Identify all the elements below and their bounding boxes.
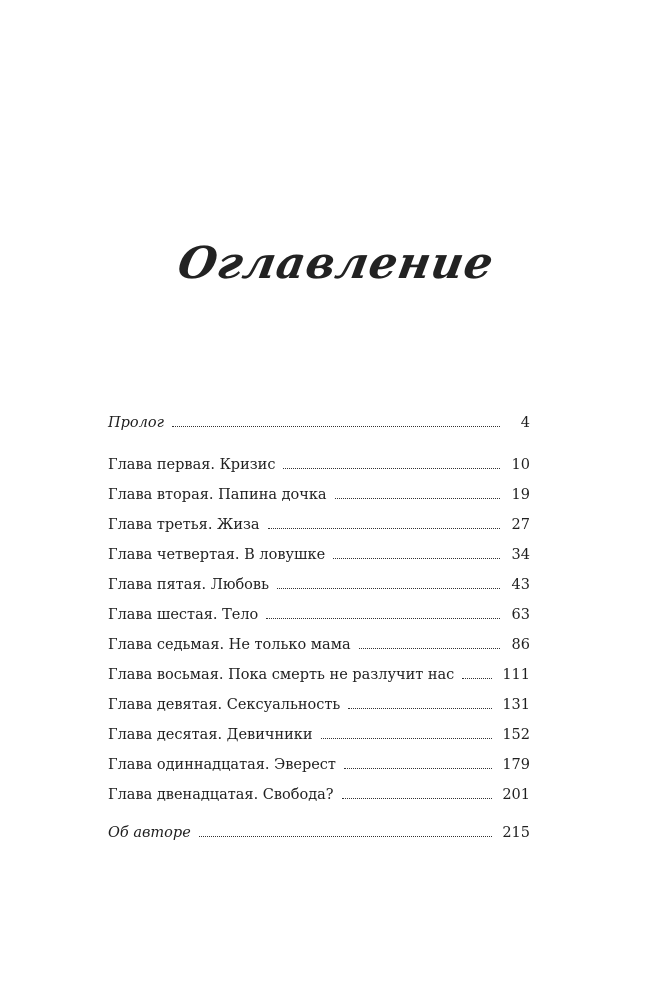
- toc-entry-chapter-3[interactable]: [108, 510, 530, 540]
- toc-entry-page: 4: [520, 415, 530, 431]
- toc-entry-chapter-7[interactable]: [108, 630, 530, 660]
- toc-entry-page: 131: [502, 697, 530, 713]
- dot-leader: [199, 836, 493, 837]
- toc-entry-page: 152: [502, 727, 530, 743]
- toc-entry-page: 63: [511, 607, 530, 623]
- toc-entry-label: Глава восьмая. Пока смерть не разлучит нас: [108, 667, 455, 683]
- toc-entry-page: 86: [511, 637, 530, 653]
- toc-entry-label: Глава седьмая. Не только мама: [108, 637, 351, 653]
- toc-entry-label: Глава четвертая. В ловушке: [108, 547, 326, 563]
- toc-entry-label: Глава третья. Жиза: [108, 517, 260, 533]
- toc-entry-chapter-12[interactable]: [108, 780, 530, 810]
- toc-entry-label: Глава первая. Кризис: [108, 457, 276, 473]
- dot-leader: [266, 618, 500, 619]
- toc-entry-label: Глава десятая. Девичники: [108, 727, 313, 743]
- dot-leader: [348, 708, 492, 709]
- toc-entry-label: Глава двенадцатая. Свобода?: [108, 787, 334, 803]
- toc-entry-prologue[interactable]: [108, 408, 530, 438]
- dot-leader: [268, 528, 500, 529]
- dot-leader: [277, 588, 500, 589]
- toc-entry-chapter-8[interactable]: [108, 660, 530, 690]
- dot-leader: [344, 768, 492, 769]
- page-title: Оглавление: [174, 238, 498, 289]
- toc-entry-page: 34: [511, 547, 530, 563]
- dot-leader: [335, 498, 500, 499]
- toc-entry-page: 27: [511, 517, 530, 533]
- toc-entry-label: Глава пятая. Любовь: [108, 577, 269, 593]
- toc-entry-label: Глава шестая. Тело: [108, 607, 259, 623]
- toc-entry-label: Об авторе: [108, 825, 191, 841]
- toc-entry-page: 43: [511, 577, 530, 593]
- toc-entry-page: 19: [511, 487, 530, 503]
- toc-entry-page: 201: [502, 787, 530, 803]
- toc-entry-label: Глава одиннадцатая. Эверест: [108, 757, 336, 773]
- dot-leader: [359, 648, 500, 649]
- toc-entry-page: 111: [502, 667, 530, 683]
- toc-entry-label: Глава вторая. Папина дочка: [108, 487, 327, 503]
- dot-leader: [333, 558, 500, 559]
- toc-entry-chapter-11[interactable]: [108, 750, 530, 780]
- toc-entry-page: 215: [502, 825, 530, 841]
- dot-leader: [321, 738, 493, 739]
- toc-entry-chapter-1[interactable]: [108, 450, 530, 480]
- toc-entry-chapter-6[interactable]: [108, 600, 530, 630]
- toc-entry-chapter-9[interactable]: [108, 690, 530, 720]
- toc-entry-chapter-4[interactable]: [108, 540, 530, 570]
- toc-entry-label: Пролог: [108, 415, 164, 431]
- toc-entry-chapter-10[interactable]: [108, 720, 530, 750]
- toc-entry-chapter-2[interactable]: [108, 480, 530, 510]
- toc-entry-chapter-5[interactable]: [108, 570, 530, 600]
- dot-leader: [172, 426, 500, 427]
- toc-entry-label: Глава девятая. Сексуальность: [108, 697, 341, 713]
- dot-leader: [462, 678, 492, 679]
- toc-entry-about-author[interactable]: [108, 818, 530, 848]
- toc-entry-page: 10: [511, 457, 530, 473]
- dot-leader: [283, 468, 500, 469]
- toc-entry-page: 179: [502, 757, 530, 773]
- dot-leader: [342, 798, 493, 799]
- table-of-contents: [108, 408, 530, 848]
